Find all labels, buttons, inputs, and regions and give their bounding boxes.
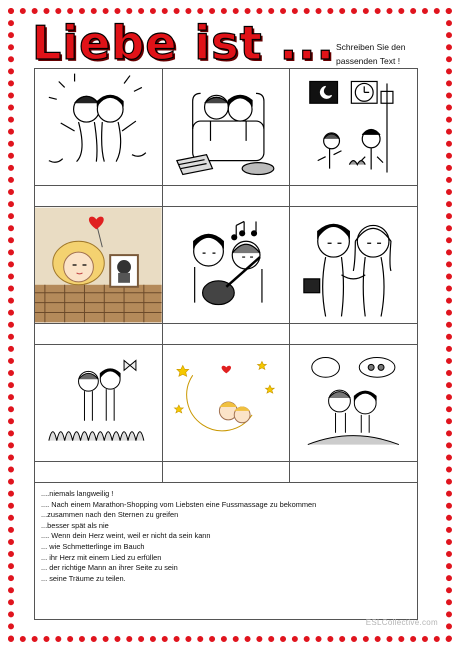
phrase-list (34, 482, 418, 620)
caption-blank-3[interactable] (290, 186, 418, 207)
picture-grid (34, 68, 418, 483)
caption-blank-4[interactable] (35, 324, 163, 345)
picture-cell-6 (290, 207, 418, 324)
page-title: Liebe ist ... (32, 16, 335, 70)
phrase-item: .... Wenn dein Herz weint, weil er nicht da sein kann (41, 531, 211, 541)
caption-blank-8[interactable] (162, 462, 290, 483)
phrase-item: ... seine Träume zu teilen. (41, 573, 126, 583)
picture-cell-2 (162, 69, 290, 186)
instruction-line-2: passenden Text ! (336, 56, 401, 66)
dreaming-couple-picture (290, 345, 417, 461)
holding-hands-picture (290, 207, 417, 323)
phrase-item: ....niemals langweilig ! (41, 489, 114, 498)
late-night-clock-picture (290, 69, 417, 185)
girl-with-photo-picture (35, 207, 162, 323)
couple-in-armchair-picture (163, 69, 290, 185)
watermark: ESLCollective.com (365, 618, 438, 627)
picture-cell-9 (290, 345, 418, 462)
moon-couple-picture (163, 345, 290, 461)
caption-blank-5[interactable] (162, 324, 290, 345)
caption-blank-2[interactable] (162, 186, 290, 207)
phrase-item: .... Nach einem Marathon-Shopping vom Liebsten eine Fussmassage zu bekommen (41, 499, 317, 509)
caption-blank-6[interactable] (290, 324, 418, 345)
phrase-item: ... ihr Herz mit einem Lied zu erfüllen (41, 552, 162, 562)
serenade-guitar-picture (163, 207, 290, 323)
phrase-item: ... der richtige Mann an ihrer Seite zu sein (41, 563, 178, 573)
picture-cell-7 (35, 345, 163, 462)
phrase-item: ...zusammen nach den Sternen zu greifen (41, 510, 179, 520)
butterflies-picture (35, 345, 162, 461)
couple-fighting-picture (35, 69, 162, 185)
picture-cell-8 (162, 345, 290, 462)
picture-cell-5 (162, 207, 290, 324)
caption-blank-7[interactable] (35, 462, 163, 483)
phrase-item: ... wie Schmetterlinge im Bauch (41, 541, 145, 551)
caption-blank-1[interactable] (35, 186, 163, 207)
picture-cell-3 (290, 69, 418, 186)
instruction-line-1: Schreiben Sie den (336, 42, 406, 52)
caption-blank-9[interactable] (290, 462, 418, 483)
picture-cell-4 (35, 207, 163, 324)
picture-cell-1 (35, 69, 163, 186)
instruction-text (336, 40, 436, 68)
phrase-item: ...besser spät als nie (41, 520, 109, 530)
